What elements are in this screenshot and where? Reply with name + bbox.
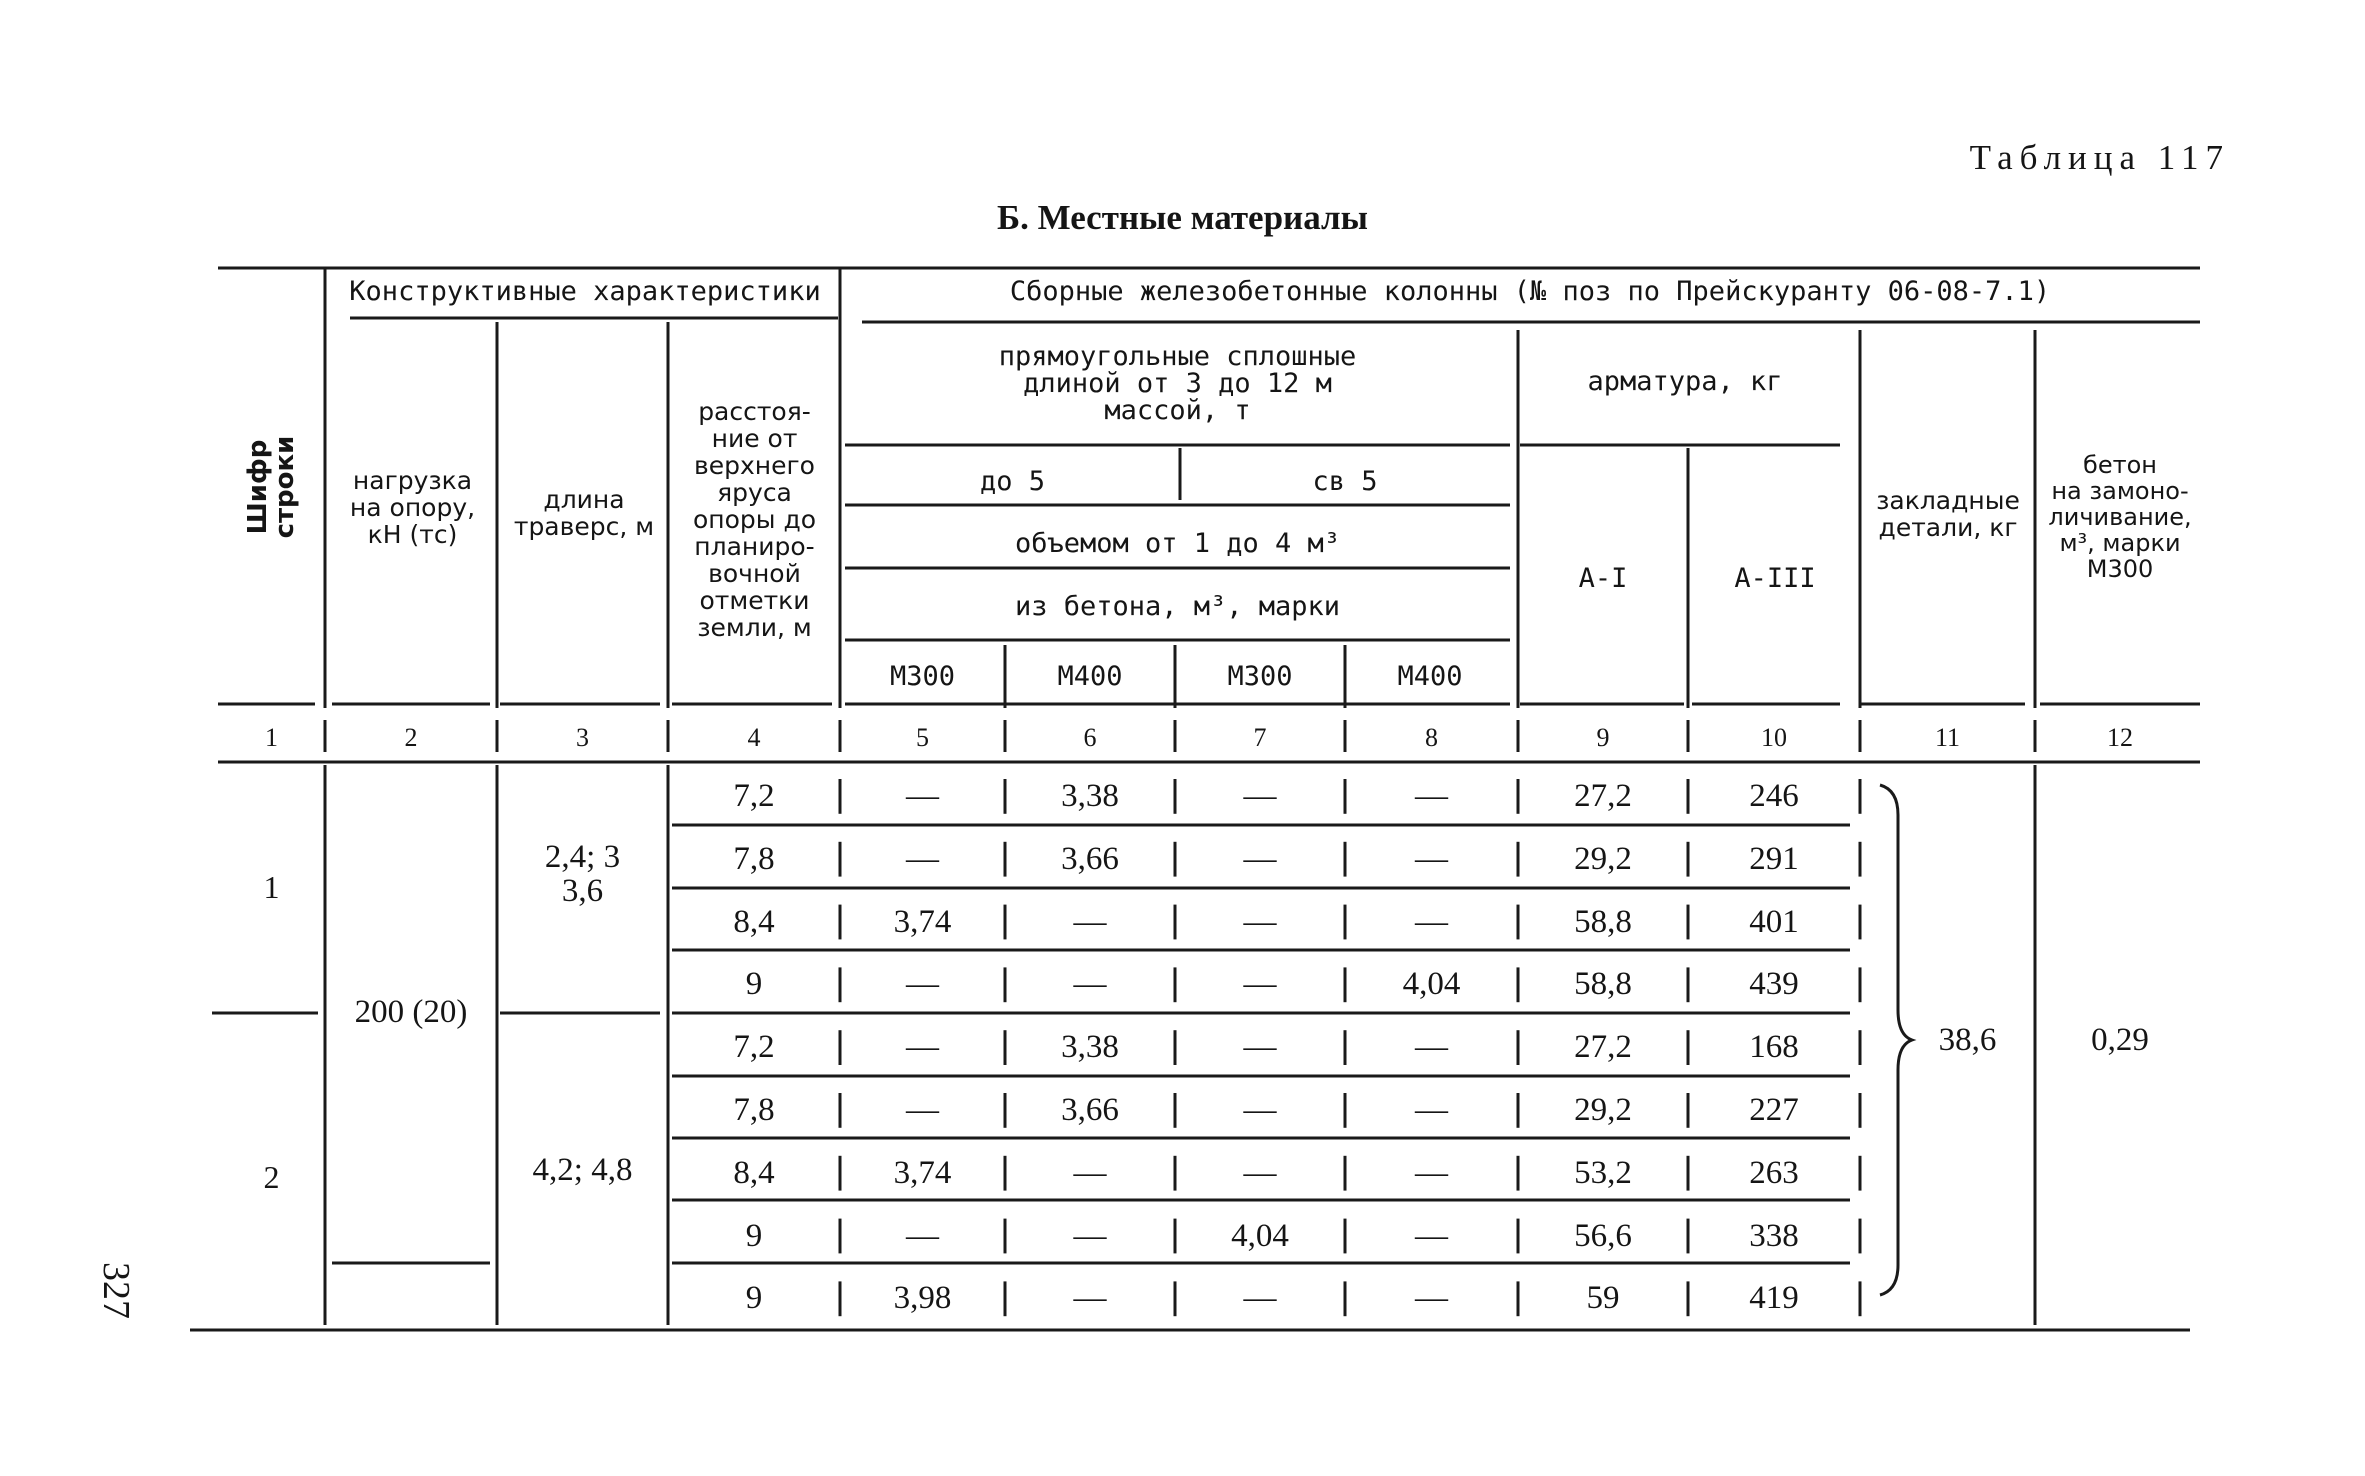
embedded-value: 38,6 [1938,1022,1997,1058]
cell-m300-up5: 3,74 [893,1154,952,1191]
cell-rebar-a3: 263 [1749,1154,1799,1191]
cell-rebar-a3: 168 [1749,1029,1799,1066]
column-number-9: 9 [1596,723,1610,752]
cell-distance: 8,4 [733,1154,775,1191]
cell-m300-over5: — [1243,778,1277,814]
column-number-3: 3 [576,723,589,752]
cell-rebar-a1: 56,6 [1574,1217,1632,1254]
group-header-columns: Сборные железобетонные колонны (№ поз по Прейскуранту 06-08-7.1) [1009,276,2051,307]
cell-m400-over5: 4,04 [1402,966,1461,1003]
header-m400-b: М400 [1397,661,1463,692]
cell-m300-over5: — [1243,903,1277,940]
column-number-8: 8 [1425,723,1438,752]
cell-m300-up5: — [906,1092,939,1128]
cell-distance: 7,8 [733,840,775,877]
cell-m300-up5: — [906,1217,939,1254]
page-number: 327 [95,1262,137,1319]
cell-rebar-a1: 29,2 [1574,1092,1632,1128]
cell-m400-over5: — [1415,778,1448,814]
traverse-value-2: 4,2; 4,8 [532,1152,633,1188]
cell-m400-over5: — [1415,903,1448,940]
cell-m400-up5: — [1073,966,1107,1003]
cell-distance: 7,2 [733,778,775,814]
header-m300-b: М300 [1227,661,1293,692]
cell-m400-up5: 3,66 [1061,1092,1119,1128]
cell-rebar-a1: 27,2 [1574,778,1632,814]
table-label: Таблица 117 [1969,138,2230,177]
cell-rebar-a1: 27,2 [1574,1029,1632,1066]
cell-m300-up5: 3,74 [893,903,952,940]
column-number-7: 7 [1253,723,1267,752]
cell-rebar-a1: 58,8 [1574,966,1632,1003]
cell-m400-up5: 3,38 [1061,778,1119,814]
column-header-traverse-length: длина траверс, м [513,485,655,541]
cell-m400-over5: — [1415,840,1448,877]
column-number-12: 12 [2107,723,2133,752]
row-code-2: 2 [263,1159,280,1195]
cell-m300-up5: 3,98 [893,1280,952,1317]
header-rebar: арматура, кг [1587,366,1783,397]
cell-rebar-a1: 58,8 [1574,903,1632,940]
cell-m300-up5: — [906,840,939,877]
cell-m400-up5: — [1073,1217,1107,1254]
header-over-5: св 5 [1312,466,1378,497]
cell-m300-over5: — [1243,1092,1277,1128]
cell-distance: 8,4 [733,903,775,940]
column-number-2: 2 [404,723,418,752]
header-m300-a: М300 [889,661,956,692]
cell-m400-up5: 3,38 [1061,1029,1119,1066]
header-a1: А-I [1578,563,1628,594]
cell-m400-up5: — [1073,1280,1107,1317]
cell-m300-over5: — [1243,1029,1277,1066]
header-embedded: закладные детали, кг [1876,486,2020,542]
cell-m400-over5: — [1415,1092,1448,1128]
cell-m400-up5: 3,66 [1061,840,1119,877]
cell-m300-up5: — [906,966,939,1003]
column-number-11: 11 [1934,723,1961,752]
header-rect-solid: прямоугольные сплошные длиной от 3 до 12 м массой, т [998,341,1357,426]
cell-m300-over5: — [1243,1154,1277,1191]
cell-rebar-a1: 53,2 [1574,1154,1632,1191]
cell-m400-up5: — [1073,1154,1107,1191]
header-m400-a: М400 [1057,661,1123,692]
column-header-shifr [245,387,299,587]
cell-distance: 7,8 [733,1092,775,1128]
header-concrete-grade: из бетона, м³, марки [1014,591,1341,622]
cell-distance: 7,2 [733,1029,775,1066]
cell-rebar-a3: 227 [1749,1092,1799,1128]
cell-m300-up5: — [906,1029,939,1066]
section-title: Б. Местные материалы [996,198,1368,237]
column-number-5: 5 [916,723,929,752]
cell-m400-over5: — [1415,1154,1448,1191]
cell-rebar-a3: 401 [1749,903,1799,940]
cell-rebar-a3: 246 [1749,778,1799,814]
cell-distance: 9 [745,1217,763,1254]
traverse-value-1: 2,4; 3 3,6 [544,839,621,909]
cell-m400-up5: — [1073,903,1107,940]
shifr-header-text: Шифр строки [243,435,300,539]
cell-rebar-a1: 59 [1586,1280,1620,1317]
concrete-value: 0,29 [2091,1022,2149,1058]
column-header-load: нагрузка на опору, кН (тс) [349,466,476,549]
cell-rebar-a3: 291 [1749,840,1799,877]
group-header-constructive: Конструктивные характеристики [349,276,821,307]
cell-m300-over5: 4,04 [1231,1217,1289,1254]
cell-m300-up5: — [906,778,939,814]
cell-rebar-a3: 439 [1749,966,1799,1003]
cell-m300-over5: — [1243,966,1277,1003]
column-number-4: 4 [747,723,761,752]
cell-m300-over5: — [1243,840,1277,877]
cell-m400-over5: — [1415,1217,1448,1254]
cell-m400-over5: — [1415,1029,1448,1066]
cell-rebar-a3: 419 [1749,1280,1799,1317]
cell-rebar-a3: 338 [1749,1217,1799,1254]
column-number-6: 6 [1083,723,1097,752]
header-concrete-mono: бетон на замоно- личивание, м³, марки М300 [2048,451,2192,583]
cell-rebar-a1: 29,2 [1574,840,1632,877]
cell-m300-over5: — [1243,1280,1277,1317]
header-volume: объемом от 1 до 4 м³ [1014,528,1341,559]
header-a3: А-III [1734,563,1816,594]
cell-m400-over5: — [1415,1280,1448,1317]
cell-distance: 9 [745,966,763,1003]
row-code-1: 1 [263,869,280,905]
load-value: 200 (20) [354,994,468,1030]
column-number-10: 10 [1761,723,1787,752]
column-header-distance: расстоя- ние от верхнего яруса опоры до планиро- вочной отметки земли, м [692,397,817,642]
column-number-1: 1 [265,723,278,752]
header-up-to-5: до 5 [979,466,1046,497]
cell-distance: 9 [745,1280,763,1317]
